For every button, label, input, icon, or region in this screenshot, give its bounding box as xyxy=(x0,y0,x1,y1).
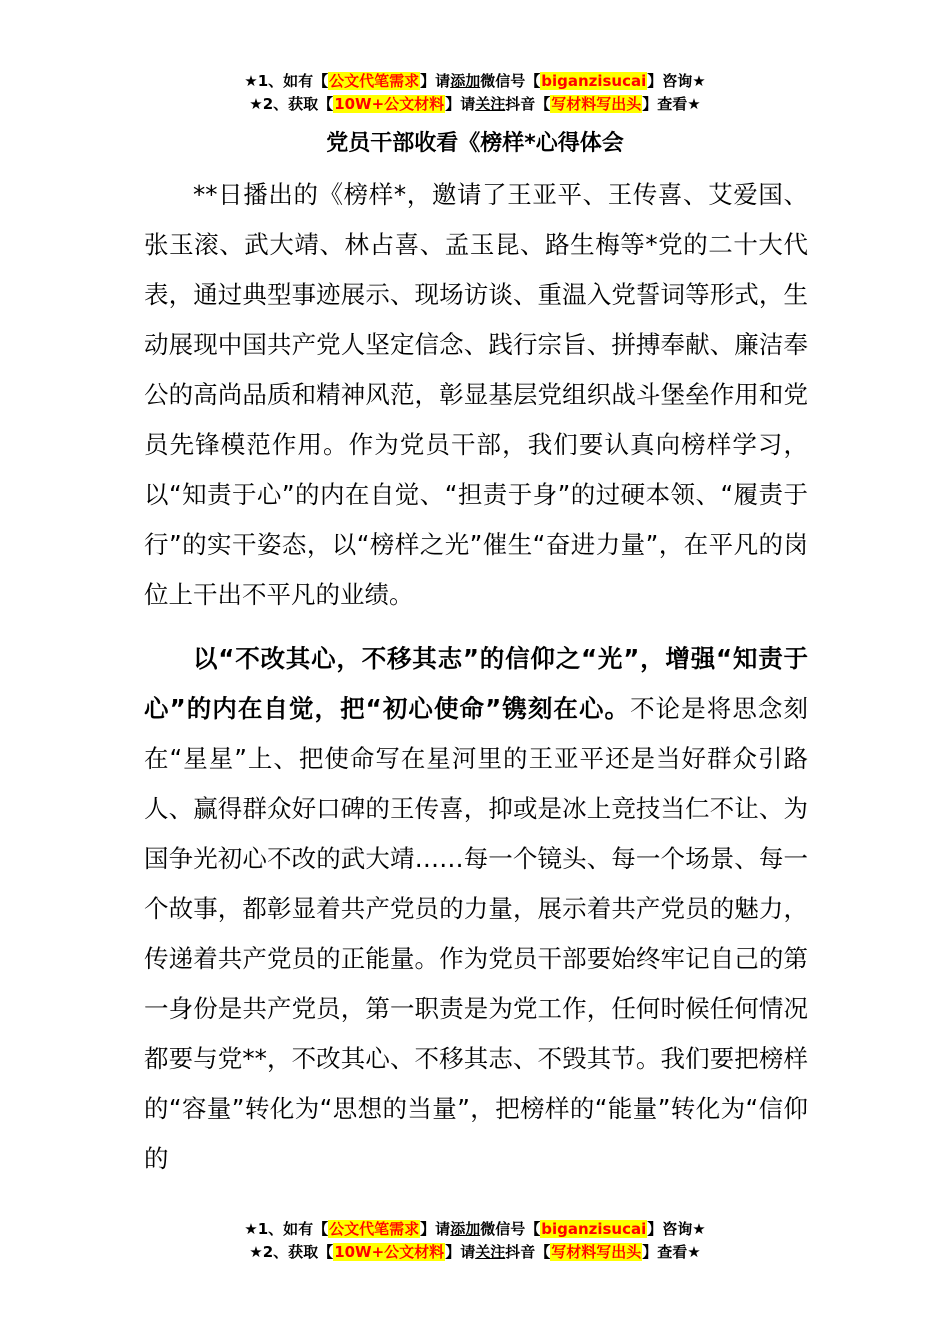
highlight-service: 公文代笔需求 xyxy=(329,1220,420,1238)
paragraph-section-1 xyxy=(144,634,808,1184)
highlight-wechat-id: biganzisucai xyxy=(541,72,647,90)
document-title: 党员干部收看《榜样*心得体会 xyxy=(326,131,624,156)
section-heading: 以“不改其心，不移其志”的信仰之“光”，增强“知责于心”的内在自觉，把“初心使命”镌刻在心。 xyxy=(144,644,808,723)
promo-line-wechat: ★1、如有【公文代笔需求】请添加微信号【biganzisucai】咨询★ xyxy=(244,1220,706,1238)
promo-line-douyin: ★2、获取【10W+公文材料】请关注抖音【写材料写出头】查看★ xyxy=(249,1243,701,1261)
highlight-materials: 10W+公文材料 xyxy=(334,1243,445,1261)
highlight-douyin-account: 写材料写出头 xyxy=(551,95,642,113)
underlined-action: 添加 xyxy=(450,72,481,90)
paragraph-intro: **日播出的《榜样*，邀请了王亚平、王传喜、艾爱国、张玉滚、武大靖、林占喜、孟玉昆、路生梅等*党的二十大代表，通过典型事迹展示、现场访谈、重温入党誓词等形式，生动展现中国共产党人坚定信念、践行宗旨、拼搏奉献、廉洁奉公的高尚品质和精神风范，彰显基层党组织战斗堡垒作用和党员先锋模范作用。作为党员干部，我们要认真向榜样学习，以“知责于心”的内在自觉、“担责于身”的过硬本领、“履责于行”的实干姿态，以“榜样之光”催生“奋进力量”，在平凡的岗位上干出不平凡的业绩。 xyxy=(144,180,808,609)
highlight-materials: 10W+公文材料 xyxy=(334,95,445,113)
promo-line-wechat: ★1、如有【公文代笔需求】请添加微信号【biganzisucai】咨询★ xyxy=(244,72,706,90)
promo-header xyxy=(0,70,950,116)
promo-footer xyxy=(0,1218,950,1264)
underlined-action: 关注 xyxy=(475,95,506,113)
underlined-action: 关注 xyxy=(475,1243,506,1261)
highlight-douyin-account: 写材料写出头 xyxy=(551,1243,642,1261)
highlight-wechat-id: biganzisucai xyxy=(541,1220,647,1238)
document-body xyxy=(144,170,808,1184)
section-text: 不论是将思念刻在“星星”上、把使命写在星河里的王亚平还是当好群众引路人、赢得群众好口碑的王传喜，抑或是冰上竞技当仁不让、为国争光初心不改的武大靖……每一个镜头、每一个场景、每一个故事，都彰显着共产党员的力量，展示着共产党员的魅力，传递着共产党员的正能量。作为党员干部要始终牢记自己的第一身份是共产党员，第一职责是为党工作，任何时候任何情况都要与党**，不改其心、不移其志、不毁其节。我们要把榜样的“容量”转化为“思想的当量”，把榜样的“能量”转化为“信仰的 xyxy=(144,694,808,1173)
promo-line-douyin: ★2、获取【10W+公文材料】请关注抖音【写材料写出头】查看★ xyxy=(249,95,701,113)
highlight-service: 公文代笔需求 xyxy=(329,72,420,90)
underlined-action: 添加 xyxy=(450,1220,481,1238)
